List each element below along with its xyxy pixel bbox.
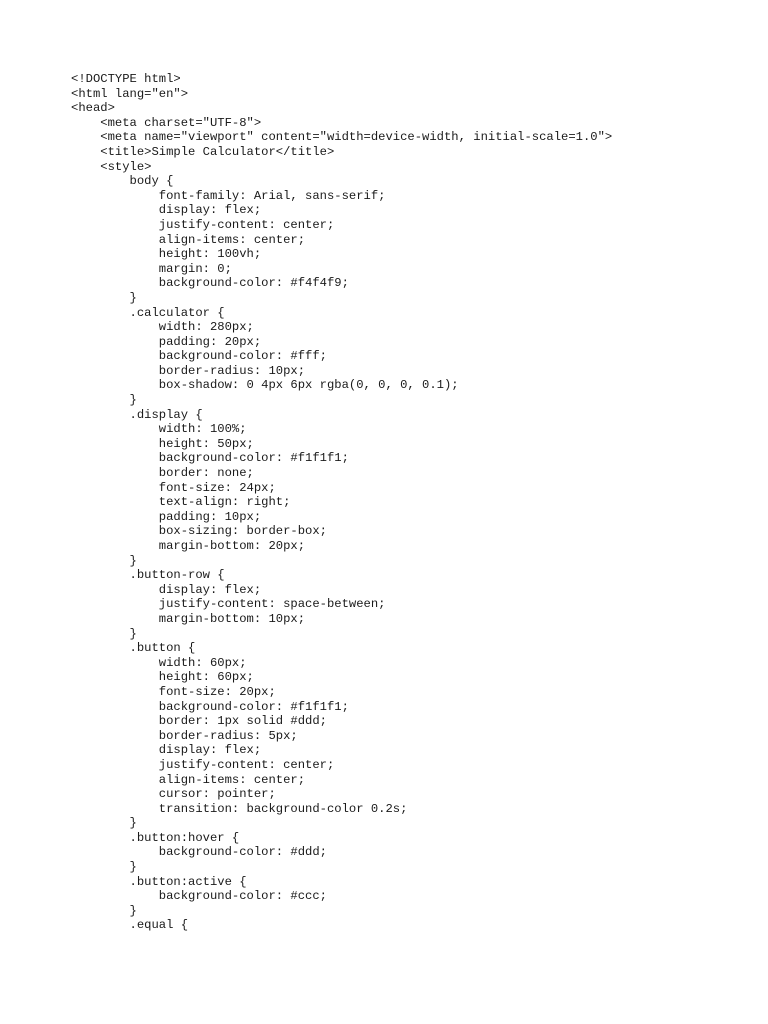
code-line: border: 1px solid #ddd; [71, 714, 327, 729]
code-line: <head> [71, 101, 115, 116]
code-line: background-color: #f1f1f1; [71, 699, 349, 714]
code-line: display: flex; [71, 743, 262, 758]
code-line: } [71, 553, 137, 568]
code-line: font-size: 24px; [71, 480, 276, 495]
code-line: height: 50px; [71, 436, 254, 451]
code-line: } [71, 393, 137, 408]
code-line: width: 60px; [71, 655, 247, 670]
code-line: display: flex; [71, 203, 262, 218]
code-line: border-radius: 5px; [71, 728, 298, 743]
code-line: height: 100vh; [71, 247, 262, 262]
code-line: border: none; [71, 466, 254, 481]
code-line: margin: 0; [71, 261, 232, 276]
code-line: .calculator { [71, 305, 225, 320]
code-line: align-items: center; [71, 232, 306, 247]
code-line: display: flex; [71, 582, 262, 597]
code-line: border-radius: 10px; [71, 363, 306, 378]
code-line: width: 100%; [71, 422, 247, 437]
code-line: margin-bottom: 20px; [71, 539, 306, 553]
code-line: } [71, 816, 137, 831]
code-line: margin-bottom: 10px; [71, 611, 306, 626]
code-listing [71, 72, 612, 933]
code-line: background-color: #f1f1f1; [71, 451, 349, 466]
code-line: .display { [71, 407, 203, 422]
code-line: height: 60px; [71, 670, 254, 685]
code-line: <html lang="en"> [71, 86, 189, 101]
code-line: .button:active { [71, 874, 247, 889]
code-line: cursor: pointer; [71, 787, 276, 802]
code-line: justify-content: center; [71, 757, 335, 772]
code-line: <!DOCTYPE html> [71, 72, 181, 86]
code-line: background-color: #ccc; [71, 889, 327, 904]
code-line: } [71, 290, 137, 305]
code-line: font-family: Arial, sans-serif; [71, 188, 386, 203]
code-line: width: 280px; [71, 320, 254, 335]
code-line: justify-content: center; [71, 217, 335, 232]
code-line: text-align: right; [71, 495, 291, 510]
code-line: background-color: #ddd; [71, 845, 327, 860]
code-line: background-color: #f4f4f9; [71, 276, 349, 291]
code-line: transition: background-color 0.2s; [71, 801, 408, 816]
code-line: } [71, 903, 137, 918]
code-line: font-size: 20px; [71, 684, 276, 699]
code-line: padding: 20px; [71, 334, 262, 349]
code-line: .equal { [71, 918, 189, 933]
code-line: padding: 10px; [71, 509, 262, 524]
code-line: } [71, 860, 137, 875]
code-line: align-items: center; [71, 772, 306, 787]
code-line: background-color: #fff; [71, 349, 327, 364]
code-line: justify-content: space-between; [71, 597, 386, 612]
code-line: <style> [71, 159, 152, 174]
code-line: body { [71, 174, 174, 189]
code-line: <meta name="viewport" content="width=device-width, initial-scale=1.0"> [71, 130, 613, 145]
code-line: } [71, 626, 137, 641]
code-line: box-shadow: 0 4px 6px rgba(0, 0, 0, 0.1); [71, 378, 459, 393]
code-line: <title>Simple Calculator</title> [71, 144, 335, 159]
code-line: <meta charset="UTF-8"> [71, 115, 262, 130]
code-line: .button:hover { [71, 830, 240, 845]
code-line: box-sizing: border-box; [71, 524, 327, 539]
code-line: .button-row { [71, 568, 225, 583]
code-line: .button { [71, 641, 196, 656]
